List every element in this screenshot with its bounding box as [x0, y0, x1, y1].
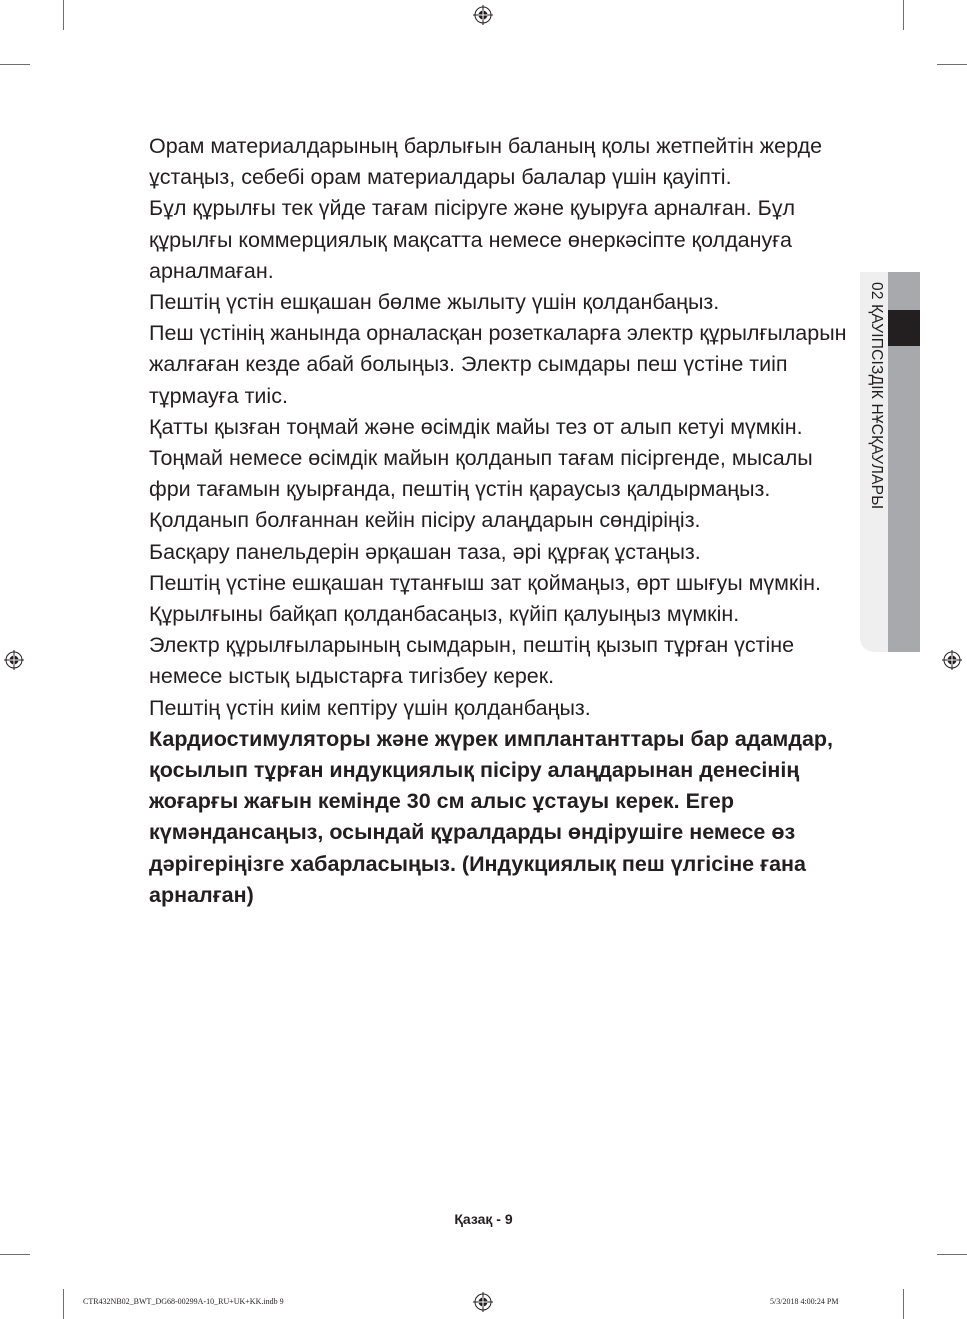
crop-mark-top-left [63, 0, 64, 30]
crop-mark-top-right-h [937, 64, 967, 65]
registration-mark-icon [473, 1292, 493, 1312]
page-number: Қазақ - 9 [454, 1211, 513, 1227]
paragraph: Электр құрылғыларының сымдарын, пештің қызып тұрған үстіне немесе ыстық ыдыстарға тигізбеу керек. [149, 633, 795, 689]
crop-mark-bottom-left-h [0, 1254, 30, 1255]
paragraph: Бұл құрылғы тек үйде тағам пісіруге және қуыруға арналған. Бұл құрылғы коммерциялық мақсатта немесе өнеркәсіпте қолдануға арналмаған. [149, 196, 796, 283]
print-slug-timestamp: 5/3/2018 4:00:24 PM [770, 1297, 839, 1306]
paragraph: Пеш үстінің жанында орналасқан розеткаларға электр құрылғыларын жалғаған кезде абай болыңыз. Электр сымдары пеш үстіне тиіп тұрмауға тиіс. [149, 321, 847, 408]
chapter-side-tab [860, 272, 920, 652]
paragraph: Құрылғыны байқап қолданбасаңыз, күйіп қалуыңыз мүмкін. [149, 602, 740, 627]
registration-mark-icon [942, 650, 962, 670]
paragraph: Орам материалдарының барлығын баланың қолы жетпейтін жерде ұстаңыз, себебі орам материалдары балалар үшін қауіпті. [149, 134, 823, 190]
paragraph: Пештің үстін ешқашан бөлме жылыту үшін қолданбаңыз. [149, 290, 720, 315]
crop-mark-top-left-h [0, 64, 30, 65]
paragraph: Пештің үстін киім кептіру үшін қолданбаңыз. [149, 695, 591, 720]
crop-mark-bottom-left [63, 1289, 64, 1319]
warning-paragraph: Кардиостимуляторы және жүрек имплантанттары бар адамдар, қосылып тұрған индукциялық пісіру алаңдарынан денесінің жоғарғы жағын кемінде 30 см алыс ұстауы керек. Егер күмәндансаңыз, осындай құралдарды өндірушіге немесе өз дәрігеріңізге хабарласыңыз. (Индукциялық пеш үлгісіне ғана арналған) [149, 726, 834, 907]
paragraph: Басқару панельдерін әрқашан таза, әрі құрғақ ұстаңыз. [149, 539, 701, 564]
paragraph: Қолданып болғаннан кейін пісіру алаңдарын сөндіріңіз. [149, 508, 701, 533]
chapter-title: 02 ҚАУІПСІЗДІК НҰСҚАУЛАРЫ [868, 282, 885, 510]
crop-mark-bottom-right-h [937, 1254, 967, 1255]
registration-mark-icon [4, 650, 24, 670]
paragraph: Пештің үстіне ешқашан тұтанғыш зат қоймаңыз, өрт шығуы мүмкін. [149, 570, 821, 595]
tab-chapter-marker [888, 310, 920, 346]
crop-mark-bottom-right [903, 1289, 904, 1319]
print-slug-file: CTR432NB02_BWT_DG68-00299A-10_RU+UK+KK.indb 9 [83, 1297, 284, 1306]
safety-instructions [149, 131, 849, 911]
crop-mark-top-right [903, 0, 904, 30]
paragraph: Қатты қызған тоңмай және өсімдік майы тез от алып кетуі мүмкін. Тоңмай немесе өсімдік майын қолданып тағам пісіргенде, мысалы фри тағамын қуырғанда, пештің үстін қараусыз қалдырмаңыз. [149, 414, 813, 502]
registration-mark-icon [473, 5, 493, 25]
